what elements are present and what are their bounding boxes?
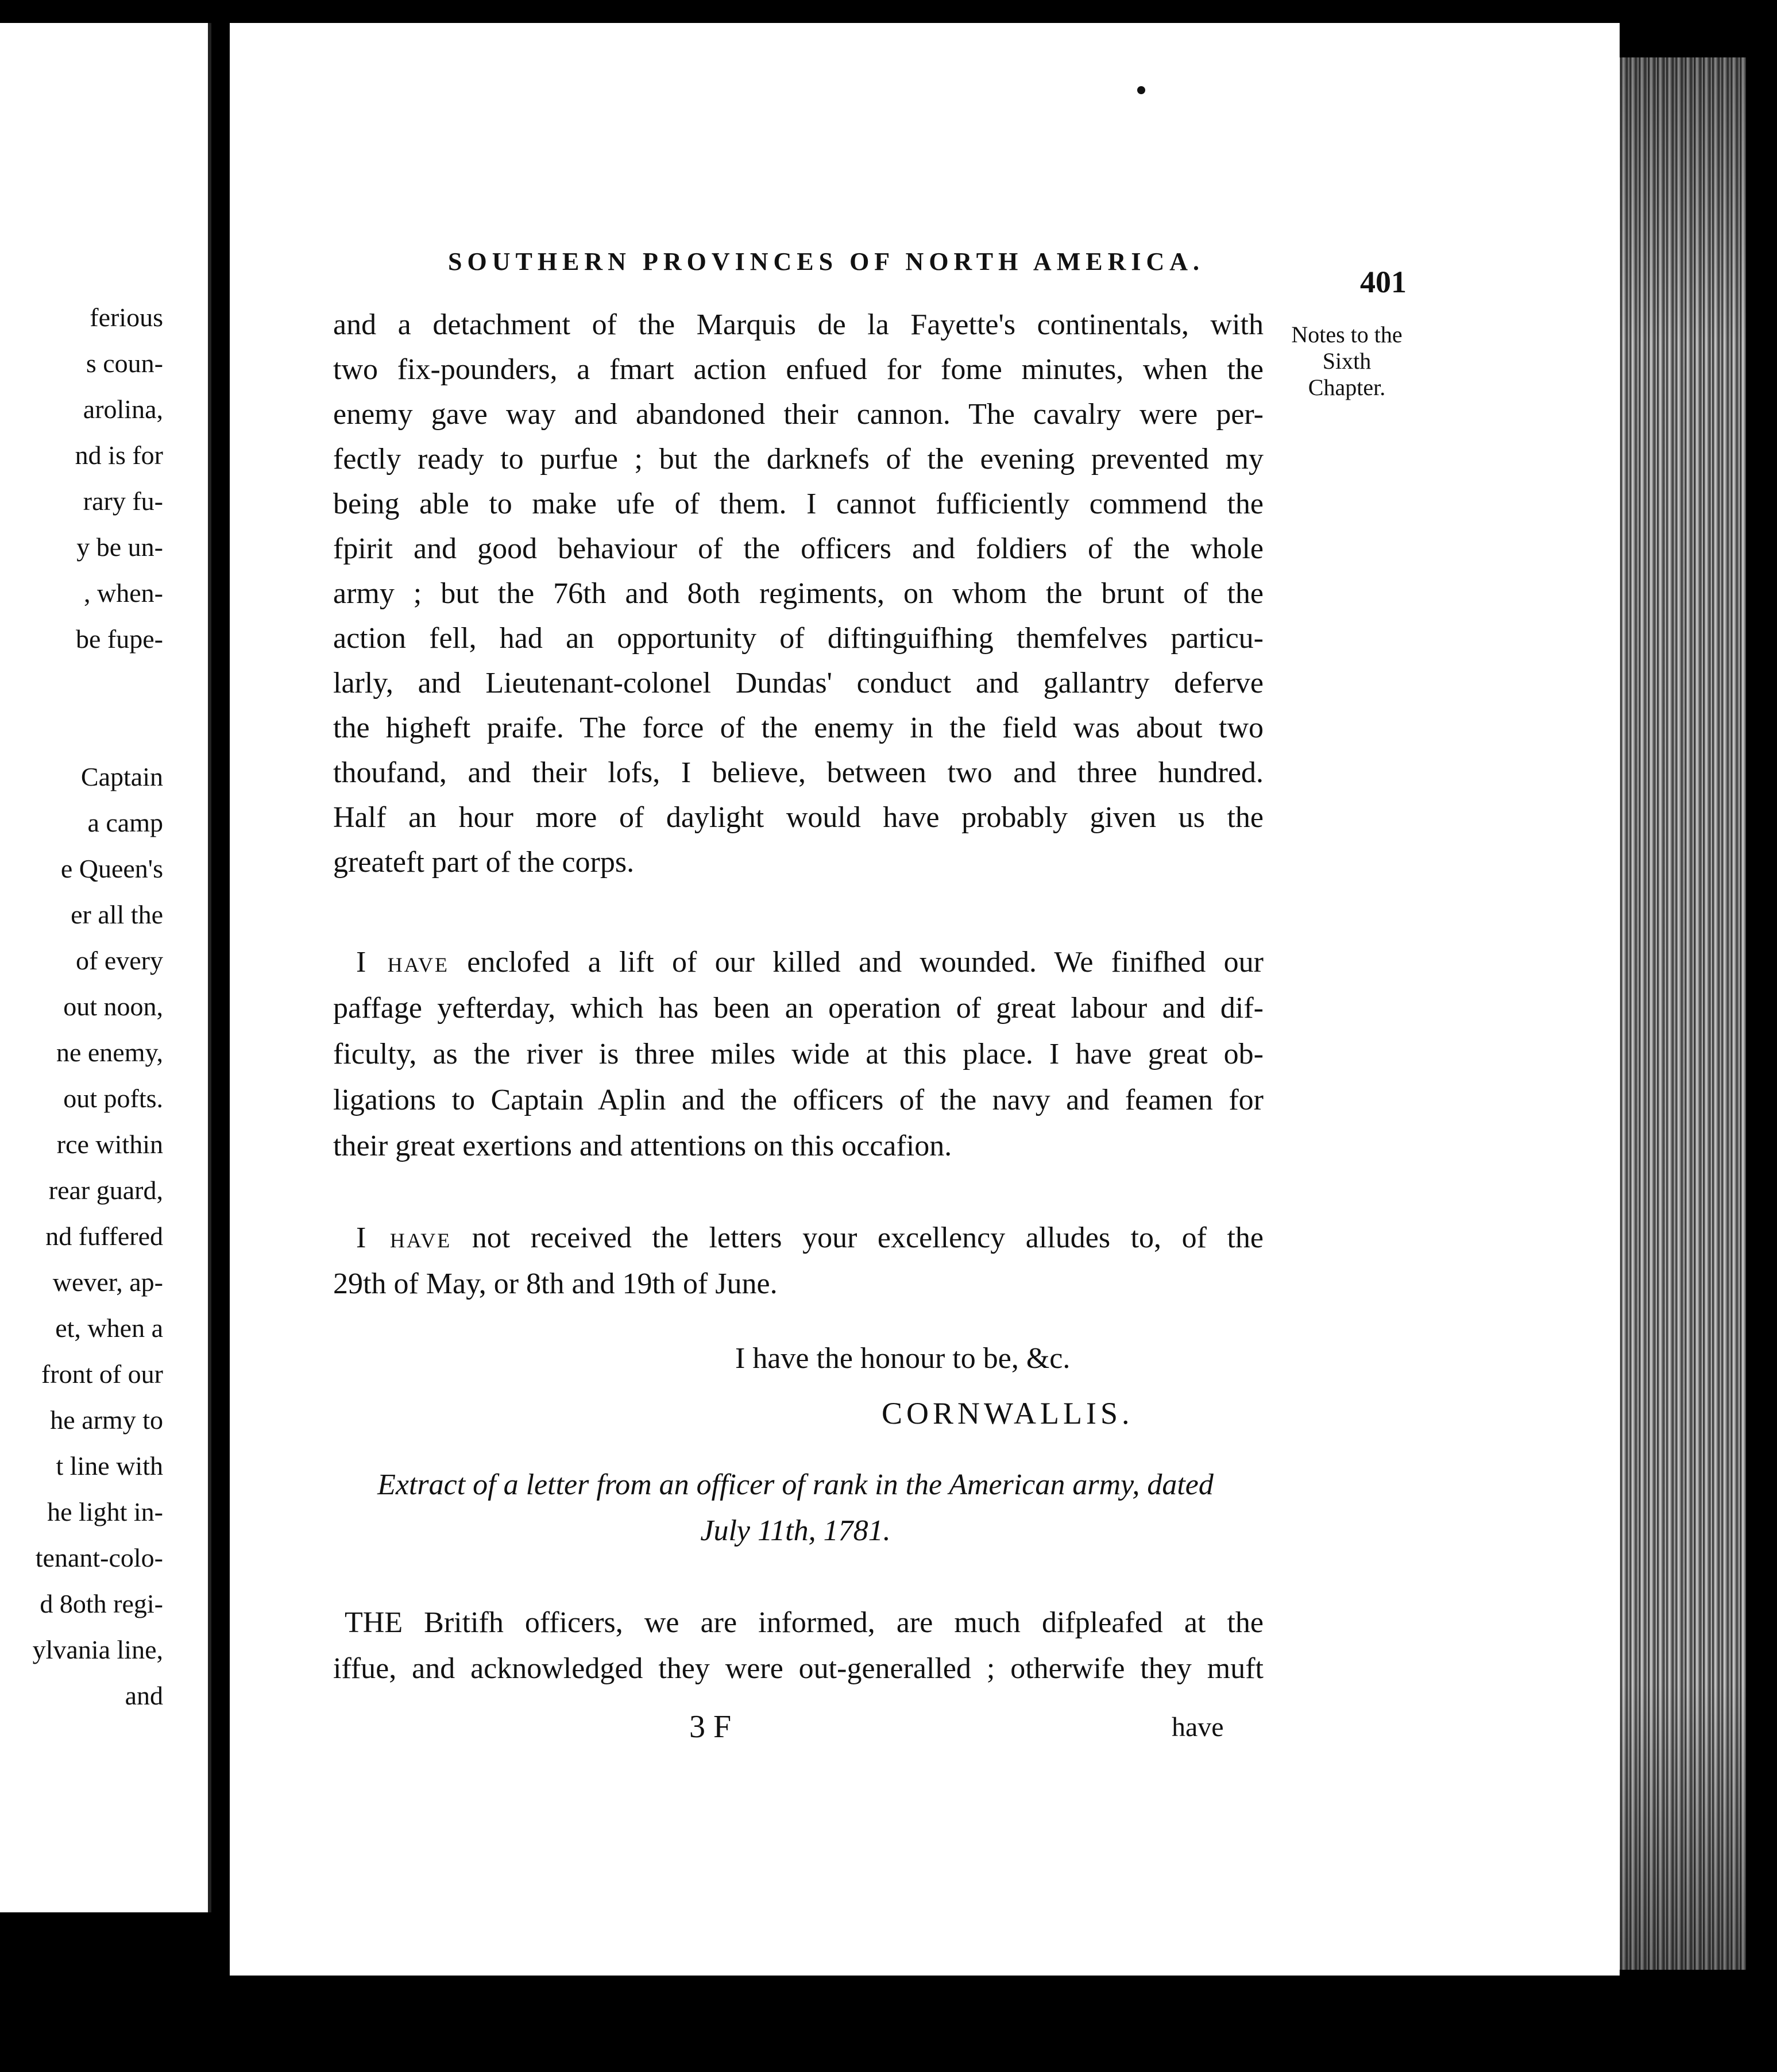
previous-page-line: Captain	[80, 762, 163, 791]
text-line: I have not received the letters your excellency alludes to, of the	[356, 1221, 1264, 1254]
previous-page-line: a camp	[87, 808, 163, 837]
text-line: larly, and Lieutenant-colonel Dundas' conduct and gallantry deferve	[333, 667, 1264, 699]
signature: CORNWALLIS.	[882, 1396, 1134, 1431]
previous-page-line: of every	[76, 946, 163, 975]
side-note-line: Notes to the	[1291, 322, 1403, 347]
previous-page-line: front of our	[41, 1359, 163, 1389]
text-line: Half an hour more of daylight would have probably given us the	[333, 801, 1264, 834]
previous-page-line: nd fuffered	[45, 1221, 163, 1251]
previous-page-line: arolina,	[83, 395, 163, 424]
text-line: iffue, and acknowledged they were out-generalled ; otherwife they muft	[333, 1652, 1264, 1685]
previous-page-line: ne enemy,	[56, 1038, 163, 1067]
previous-page-line: he light in-	[47, 1497, 163, 1526]
previous-page-line: y be un-	[76, 532, 163, 562]
text-line: fpirit and good behaviour of the officers and foldiers of the whole	[333, 532, 1264, 565]
text-line: being able to make ufe of them. I cannot fufficiently commend the	[333, 488, 1264, 520]
text-line: thoufand, and their lofs, I believe, between two and three hundred.	[333, 756, 1264, 789]
previous-page-line: be fupe-	[76, 624, 163, 654]
text-line: ligations to Captain Aplin and the officers of the navy and feamen for	[333, 1084, 1264, 1116]
running-head: SOUTHERN PROVINCES OF NORTH AMERICA.	[448, 248, 1205, 276]
text-line: army ; but the 76th and 8oth regiments, on whom the brunt of the	[333, 577, 1264, 610]
signature-mark: 3 F	[689, 1709, 732, 1745]
side-note	[1281, 322, 1413, 401]
book-page	[230, 23, 1620, 1976]
previous-page-line: rear guard,	[48, 1176, 163, 1205]
text-line: ficulty, as the river is three miles wide at this place. I have great ob-	[333, 1038, 1264, 1070]
extract-date: July 11th, 1781.	[700, 1514, 891, 1547]
previous-page-line: and	[125, 1681, 163, 1710]
text-line: 29th of May, or 8th and 19th of June.	[333, 1267, 778, 1300]
text-line: THE Britifh officers, we are informed, are much difpleafed at the	[345, 1606, 1264, 1639]
previous-page	[0, 23, 211, 1912]
previous-page-line: he army to	[50, 1405, 163, 1435]
previous-page-line: ylvania line,	[32, 1635, 163, 1664]
previous-page-line: out noon,	[63, 992, 163, 1021]
previous-page-line: er all the	[71, 900, 163, 929]
lead-words: I have	[356, 946, 449, 979]
previous-page-line: rce within	[56, 1130, 163, 1159]
text-line: the higheft praife. The force of the enemy in the field was about two	[333, 712, 1264, 744]
lead-words: THE	[345, 1606, 403, 1639]
page-edge-shade	[1611, 57, 1746, 1970]
text-line: two fix-pounders, a fmart action enfued for fome minutes, when the	[333, 353, 1264, 386]
text-line: and a detachment of the Marquis de la Fayette's continentals, with	[333, 308, 1264, 341]
side-note-line: Sixth	[1322, 348, 1372, 374]
text-line: fectly ready to purfue ; but the darknefs of the evening prevented my	[333, 443, 1264, 476]
previous-page-line: s coun-	[86, 349, 163, 378]
previous-page-line: et, when a	[55, 1313, 163, 1343]
previous-page-line: , when-	[84, 578, 163, 608]
closing-line: I have the honour to be, &c.	[735, 1342, 1071, 1375]
catchword: have	[1172, 1712, 1224, 1742]
text-line: I have enclofed a lift of our killed and wounded. We finifhed our	[356, 946, 1264, 979]
previous-page-line: tenant-colo-	[35, 1543, 163, 1572]
lead-words: I have	[356, 1221, 452, 1254]
previous-page-line: wever, ap-	[52, 1267, 163, 1297]
previous-page-line: out pofts.	[63, 1084, 163, 1113]
text-line: action fell, had an opportunity of diftinguifhing themfelves particu-	[333, 622, 1264, 655]
text-line: paffage yefterday, which has been an operation of great labour and dif-	[333, 992, 1264, 1025]
previous-page-line: rary fu-	[83, 486, 163, 516]
page-number: 401	[1360, 265, 1407, 299]
extract-heading: Extract of a letter from an officer of rank in the American army, dated	[377, 1468, 1214, 1501]
previous-page-line: ferious	[90, 303, 163, 332]
previous-page-line: d 8oth regi-	[40, 1589, 163, 1618]
previous-page-line: nd is for	[75, 440, 163, 470]
ink-spot	[1137, 86, 1145, 94]
previous-page-line: e Queen's	[60, 854, 163, 883]
text-line: enemy gave way and abandoned their cannon. The cavalry were per-	[333, 398, 1264, 431]
text-line: their great exertions and attentions on this occafion.	[333, 1130, 952, 1162]
text-line: greateft part of the corps.	[333, 846, 635, 879]
previous-page-line: t line with	[56, 1451, 163, 1480]
side-note-line: Chapter.	[1308, 374, 1386, 400]
